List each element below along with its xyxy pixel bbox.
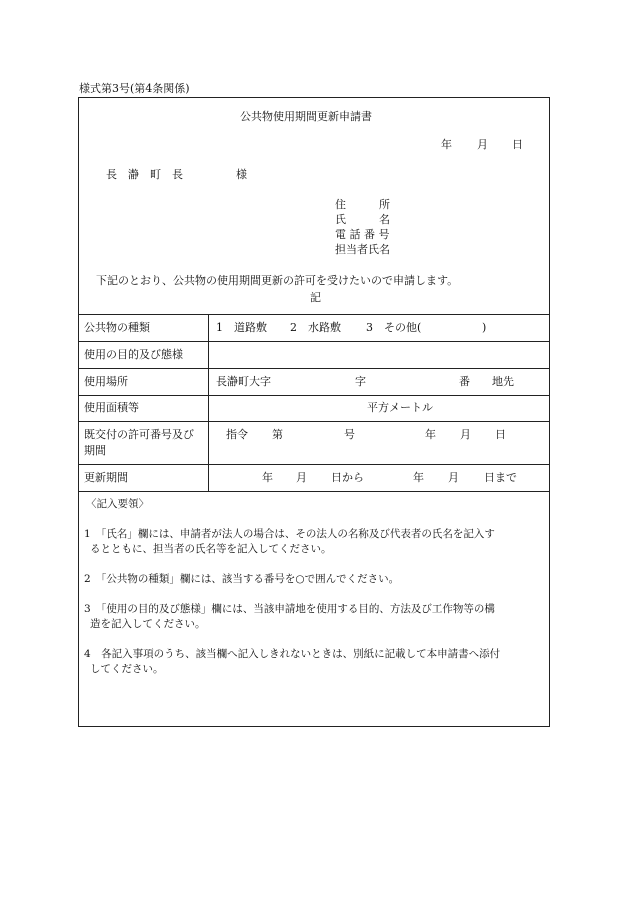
- table-rule: [78, 421, 550, 422]
- applicant-name-label: 氏 名: [335, 213, 390, 226]
- note-3-line-1: 3 「使用の目的及び態様」欄には、当該申請地を使用する目的、方法及び工作物等の構: [84, 603, 495, 615]
- type-option-other-close: ): [482, 321, 487, 334]
- note-2-line-1: 2 「公共物の種類」欄には、該当する番号を○で囲んでください。: [84, 573, 400, 585]
- type-option-waterway: 2 水路敷: [290, 321, 341, 334]
- applicant-address-label: 住 所: [335, 198, 390, 211]
- table-column-divider: [208, 314, 209, 491]
- location-ban: 番: [459, 375, 470, 388]
- application-form: [78, 97, 550, 727]
- addressee-honorific: 様: [236, 168, 247, 181]
- renewal-from-year: 年: [262, 471, 273, 484]
- permit-dai: 第: [272, 428, 283, 441]
- date-year-label: 年: [441, 138, 452, 151]
- permit-shirei: 指令: [226, 428, 248, 441]
- row-label-renewal: 更新期間: [84, 471, 128, 484]
- form-number: 様式第3号(第4条関係): [79, 82, 190, 95]
- application-statement: 下記のとおり、公共物の使用期間更新の許可を受けたいので申請します。: [96, 274, 459, 287]
- addressee-name: 長 瀞 町 長: [106, 168, 183, 181]
- notes-heading: 〈記入要領〉: [86, 498, 149, 510]
- note-4-line-2: してください。: [90, 663, 164, 675]
- row-label-area: 使用面積等: [84, 401, 139, 414]
- applicant-phone-label: 電 話 番 号: [335, 228, 390, 241]
- table-rule: [78, 464, 550, 465]
- date-month-label: 月: [477, 138, 488, 151]
- type-option-road: 1 道路敷: [216, 321, 267, 334]
- renewal-from-day: 日から: [331, 471, 364, 484]
- permit-year: 年: [425, 428, 436, 441]
- table-rule: [78, 395, 550, 396]
- table-top-rule: [78, 314, 550, 315]
- note-1-line-1: 1 「氏名」欄には、申請者が法人の場合は、その法人の名称及び代表者の氏名を記入す: [84, 528, 495, 540]
- row-label-purpose: 使用の目的及び態様: [84, 348, 183, 361]
- location-town: 長瀞町大字: [216, 375, 271, 388]
- area-unit: 平方メートル: [367, 401, 433, 414]
- note-3-line-2: 造を記入してください。: [90, 618, 206, 630]
- date-day-label: 日: [512, 138, 523, 151]
- permit-month: 月: [460, 428, 471, 441]
- row-label-permit-line2: 期間: [84, 444, 106, 457]
- row-label-location: 使用場所: [84, 375, 128, 388]
- table-rule: [78, 368, 550, 369]
- note-4-line-1: 4 各記入事項のうち、該当欄へ記入しきれないときは、別紙に記載して本申請書へ添付: [84, 648, 501, 660]
- table-rule: [78, 341, 550, 342]
- permit-go: 号: [344, 428, 355, 441]
- row-label-type: 公共物の種類: [84, 321, 150, 334]
- location-chisaki: 地先: [492, 375, 514, 388]
- renewal-to-day: 日まで: [484, 471, 517, 484]
- table-bottom-rule: [78, 491, 550, 492]
- applicant-contact-label: 担当者氏名: [335, 243, 390, 256]
- type-option-other: 3 その他(: [366, 321, 422, 334]
- note-1-line-2: るとともに、担当者の氏名等を記入してください。: [90, 543, 332, 555]
- renewal-from-month: 月: [296, 471, 307, 484]
- ki-label: 記: [310, 291, 321, 304]
- renewal-to-month: 月: [448, 471, 459, 484]
- form-title: 公共物使用期間更新申請書: [240, 110, 372, 123]
- row-label-permit-line1: 既交付の許可番号及び: [84, 428, 194, 441]
- renewal-to-year: 年: [413, 471, 424, 484]
- permit-day: 日: [495, 428, 506, 441]
- location-aza: 字: [355, 375, 366, 388]
